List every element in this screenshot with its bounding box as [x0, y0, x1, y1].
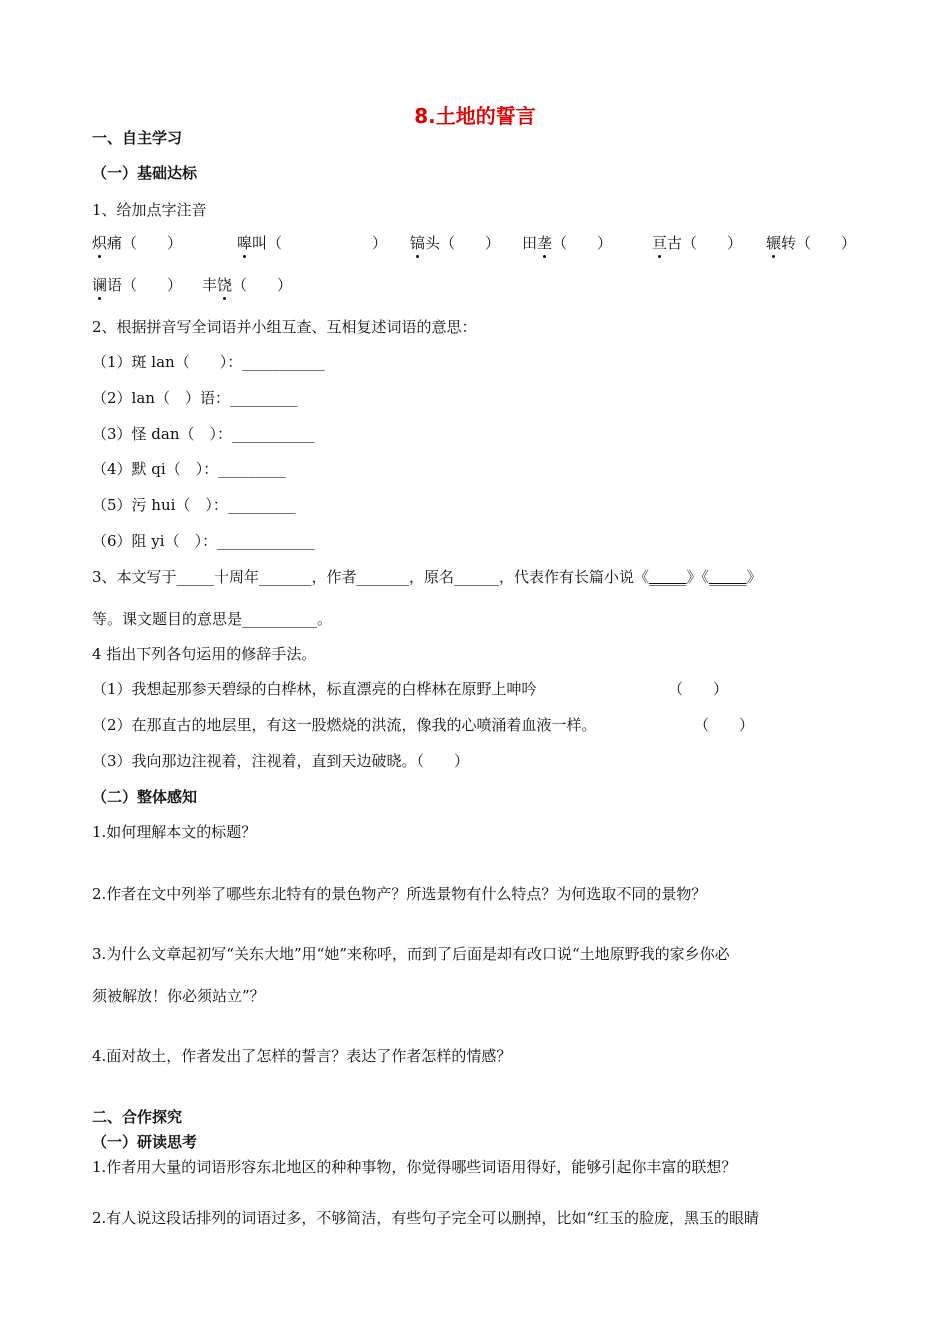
subsection-heading-study: （一）研读思考: [92, 1133, 198, 1151]
question-4-prompt: 4 指出下列各句运用的修辞手法。: [92, 645, 317, 663]
pinyin-word: 辗转（ ）: [766, 234, 857, 252]
page-title: 8.土地的誓言: [414, 104, 536, 128]
pinyin-word: 炽痛（ ）: [92, 234, 183, 252]
pinyin-word: 谰语（ ）: [92, 276, 183, 294]
subsection-heading-overall: （二）整体感知: [92, 788, 198, 806]
section-heading-self-study: 一、自主学习: [92, 129, 183, 147]
question-2-prompt: 2、根据拼音写全词语并小组互查、互相复述词语的意思：: [92, 318, 477, 336]
novel-blank-2: _____: [709, 568, 747, 586]
dotted-char: 镐: [410, 234, 426, 252]
overall-question-2: 2.作者在文中列举了哪些东北特有的景色物产？所选景物有什么特点？为何选取不同的景物？: [92, 885, 707, 903]
dotted-char: 辗: [766, 234, 782, 252]
novel-blank-1: _____: [649, 568, 687, 586]
dotted-char: 谰: [92, 276, 108, 294]
question-4-item: （2）在那直古的地层里，有这一股燃烧的洪流，像我的心喷涌着血液一样。: [92, 716, 597, 734]
dotted-char: 垄: [537, 234, 553, 252]
question-1-prompt: 1、给加点字注音: [92, 201, 207, 219]
overall-question-3: 3.为什么文章起初写“关东大地”用“她”来称呼，而到了后面是却有改口说“土地原野我的家乡你必: [92, 945, 730, 963]
dotted-char: 嗥: [237, 234, 253, 252]
pinyin-word: 丰饶（ ）: [202, 276, 293, 294]
question-4-item: （1）我想起那参天碧绿的白桦林，标直漂亮的白桦林在原野上呻吟: [92, 680, 537, 698]
section-heading-cooperation: 二、合作探究: [92, 1108, 183, 1126]
question-4-item: （3）我向那边注视着，注视着，直到天边破晓。（ ）: [92, 752, 470, 770]
subsection-heading-basic: （一）基础达标: [92, 164, 198, 182]
question-2-item: （5）污 hui（ ）：_________: [92, 496, 296, 514]
question-3-line-1: 3、本文写于_____十周年_______，作者_______，原名______，代表作有长篇小说《_____》《_____》: [92, 568, 762, 586]
question-2-item: （4）默 qi（ ）：_________: [92, 460, 286, 478]
pinyin-word: 镐头（ ）: [410, 234, 501, 252]
study-question-1: 1.作者用大量的词语形容东北地区的种种事物，你觉得哪些词语用得好，能够引起你丰富的联想？: [92, 1158, 737, 1176]
question-3-line-2: 等。课文题目的意思是__________。: [92, 610, 333, 628]
question-2-item: （2）lan（ ）语：_________: [92, 389, 298, 407]
dotted-char: 亘: [652, 234, 668, 252]
pinyin-word: 亘古（ ）: [652, 234, 743, 252]
answer-paren: （ ）: [668, 680, 729, 698]
overall-question-4: 4.面对故土，作者发出了怎样的誓言？表达了作者怎样的情感？: [92, 1047, 512, 1065]
answer-paren: （ ）: [694, 716, 755, 734]
dotted-char: 炽: [92, 234, 108, 252]
overall-question-3-cont: 须被解放！你必须站立”？: [92, 987, 265, 1005]
overall-question-1: 1.如何理解本文的标题？: [92, 823, 257, 841]
dotted-char: 饶: [217, 276, 233, 294]
question-2-item: （6）阻 yi（ ）：_____________: [92, 532, 315, 550]
question-2-item: （1）斑 lan（ ）：___________: [92, 353, 325, 371]
pinyin-word: 嗥叫（ ）: [237, 234, 388, 252]
pinyin-word: 田垄（ ）: [522, 234, 613, 252]
question-2-item: （3）怪 dan（ ）：___________: [92, 425, 315, 443]
study-question-2: 2.有人说这段话排列的词语过多，不够简洁，有些句子完全可以删掉，比如“红玉的脸庞，黑玉的眼睛: [92, 1209, 759, 1227]
